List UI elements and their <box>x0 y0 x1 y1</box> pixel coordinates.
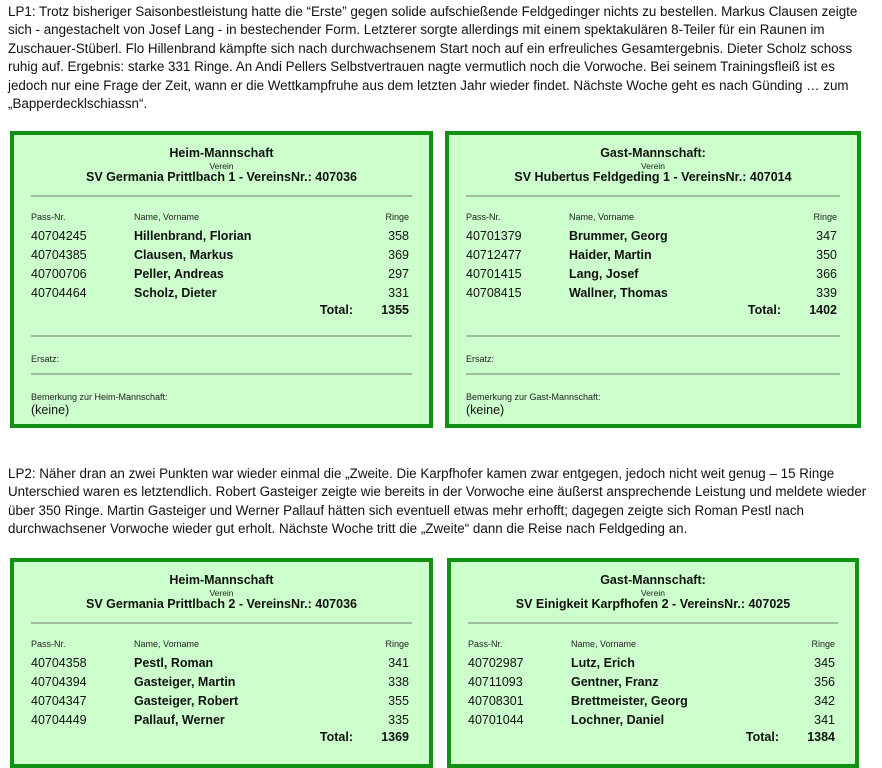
club-name: SV Hubertus Feldgeding 1 - VereinsNr.: 407014 <box>514 170 792 184</box>
col-header-pass: Pass-Nr. <box>31 212 66 222</box>
player-row <box>14 692 429 711</box>
col-header-pass: Pass-Nr. <box>468 639 503 649</box>
player-row <box>14 265 429 284</box>
report-paragraph-lp1: LP1: Trotz bisheriger Saisonbestleistung hatte die “Erste” gegen solide aufschießende Feldgedinger nichts zu bestellen. Markus Clausen zeigte sich - angestachelt von Josef Lang - in bestechender Form. Letzterer sorgte allerdings mit einem spektakulären 8-Teiler für ein Raunen im Zuschauer-Stüberl. Flo Hillenbrand kämpfte sich nach durchwachsenem Start noch auf ein erfreuliches Gesamtergebnis. Dieter Scholz schoss ruhig auf. Ergebnis: starke 331 Ringe. An Andi Pellers Selbstvertrauen nagte vermutlich noch die Vorwoche. Bei seinem Trainingsfleiß ist es jedoch nur eine Frage der Zeit, wann er die Wettkampfruhe aus dem letzten Jahr wieder findet. Nächste Woche geht es nach Günding … zum „Bapperdecklschiassn“. <box>8 4 858 112</box>
pass-number: 40704394 <box>31 675 87 689</box>
col-header-name: Name, Vorname <box>134 212 200 222</box>
col-header-ringe: Ringe <box>811 639 835 649</box>
verein-caption: Verein <box>640 161 666 171</box>
team-title: Gast-Mannschaft: <box>600 146 706 160</box>
player-row <box>14 227 429 246</box>
club-name: SV Germania Prittlbach 1 - VereinsNr.: 407036 <box>86 170 357 184</box>
total-value: 1355 <box>381 303 409 317</box>
player-name: Pallauf, Werner <box>134 713 225 727</box>
pass-number: 40704385 <box>31 248 87 262</box>
player-row <box>451 711 855 730</box>
divider <box>466 195 840 197</box>
player-row <box>449 265 857 284</box>
guest-team-card-2 <box>447 558 859 768</box>
ringe-score: 338 <box>388 675 409 689</box>
divider <box>31 622 412 624</box>
ersatz-label: Ersatz: <box>31 354 60 364</box>
player-name: Lochner, Daniel <box>571 713 665 727</box>
pass-number: 40704449 <box>31 713 87 727</box>
divider <box>31 195 412 197</box>
player-row <box>449 284 857 303</box>
verein-caption: Verein <box>640 588 666 598</box>
ringe-score: 355 <box>388 694 409 708</box>
col-header-pass: Pass-Nr. <box>466 212 501 222</box>
ringe-score: 356 <box>814 675 835 689</box>
ringe-score: 297 <box>388 267 409 281</box>
club-name: SV Germania Prittlbach 2 - VereinsNr.: 407036 <box>86 597 357 611</box>
divider <box>466 373 840 375</box>
ringe-score: 345 <box>814 656 835 670</box>
total-value: 1402 <box>809 303 837 317</box>
ringe-score: 350 <box>816 248 837 262</box>
col-header-ringe: Ringe <box>385 639 409 649</box>
divider <box>31 373 412 375</box>
player-row <box>451 692 855 711</box>
ringe-score: 331 <box>388 286 409 300</box>
player-name: Gentner, Franz <box>571 675 659 689</box>
ringe-score: 342 <box>814 694 835 708</box>
pass-number: 40702987 <box>468 656 524 670</box>
player-name: Peller, Andreas <box>134 267 224 281</box>
remark-label: Bemerkung zur Heim-Mannschaft: <box>31 392 168 402</box>
pass-number: 40711093 <box>468 675 523 689</box>
guest-team-card-1 <box>445 131 861 428</box>
player-name: Brettmeister, Georg <box>571 694 688 708</box>
player-row <box>14 673 429 692</box>
player-name: Scholz, Dieter <box>134 286 217 300</box>
team-title: Heim-Mannschaft <box>169 146 274 160</box>
player-name: Lutz, Erich <box>571 656 635 670</box>
ringe-score: 341 <box>814 713 835 727</box>
remark-label: Bemerkung zur Gast-Mannschaft: <box>466 392 601 402</box>
pass-number: 40701379 <box>466 229 522 243</box>
total-label: Total: <box>745 730 779 744</box>
pass-number: 40712477 <box>466 248 522 262</box>
pass-number: 40704245 <box>31 229 87 243</box>
player-row <box>14 711 429 730</box>
total-value: 1369 <box>381 730 409 744</box>
col-header-name: Name, Vorname <box>569 212 635 222</box>
player-name: Lang, Josef <box>569 267 639 281</box>
pass-number: 40708301 <box>468 694 524 708</box>
home-team-card-2 <box>10 558 433 768</box>
player-row <box>451 654 855 673</box>
col-header-pass: Pass-Nr. <box>31 639 66 649</box>
total-label: Total: <box>319 730 353 744</box>
total-value: 1384 <box>807 730 835 744</box>
report-paragraph-lp2: LP2: Näher dran an zwei Punkten war wieder einmal die „Zweite. Die Karpfhofer kamen zwar entgegen, jedoch nicht weit genug – 15 Ringe Unterschied waren es letztendlich. Robert Gasteiger zeigte wie bereits in der Vorwoche eine äußerst ansprechende Leistung und meldete wieder über 350 Ringe. Martin Gasteiger und Werner Pallauf hätten sich eventuell etwas mehr erhofft; dagegen zeigte sich Roman Pestl nach durchwachsener Vorwoche wieder gut erholt. Nächste Woche tritt die „Zweite“ dann die Reise nach Feldgeding an. <box>8 466 867 537</box>
pass-number: 40701415 <box>466 267 522 281</box>
col-header-ringe: Ringe <box>385 212 409 222</box>
pass-number: 40701044 <box>468 713 524 727</box>
divider <box>468 622 838 624</box>
player-row <box>449 227 857 246</box>
ringe-score: 358 <box>388 229 409 243</box>
player-name: Brummer, Georg <box>569 229 668 243</box>
total-label: Total: <box>747 303 781 317</box>
player-name: Clausen, Markus <box>134 248 234 262</box>
player-row <box>449 246 857 265</box>
player-row <box>14 284 429 303</box>
team-title: Heim-Mannschaft <box>169 573 274 587</box>
ringe-score: 339 <box>816 286 837 300</box>
player-name: Hillenbrand, Florian <box>134 229 252 243</box>
team-title: Gast-Mannschaft: <box>600 573 706 587</box>
verein-caption: Verein <box>209 588 234 598</box>
col-header-ringe: Ringe <box>813 212 837 222</box>
player-name: Gasteiger, Martin <box>134 675 236 689</box>
ringe-score: 347 <box>816 229 837 243</box>
ringe-score: 341 <box>388 656 409 670</box>
verein-caption: Verein <box>209 161 234 171</box>
club-name: SV Einigkeit Karpfhofen 2 - VereinsNr.: 407025 <box>515 597 791 611</box>
home-team-card-1 <box>10 131 433 428</box>
pass-number: 40704464 <box>31 286 87 300</box>
remark-value: (keine) <box>466 403 505 417</box>
player-row <box>451 673 855 692</box>
pass-number: 40700706 <box>31 267 87 281</box>
player-name: Gasteiger, Robert <box>134 694 239 708</box>
player-row <box>14 246 429 265</box>
pass-number: 40704347 <box>31 694 87 708</box>
remark-value: (keine) <box>31 403 70 417</box>
col-header-name: Name, Vorname <box>571 639 637 649</box>
ersatz-label: Ersatz: <box>466 354 495 364</box>
player-row <box>14 654 429 673</box>
player-name: Haider, Martin <box>569 248 652 262</box>
ringe-score: 335 <box>388 713 409 727</box>
player-name: Wallner, Thomas <box>569 286 668 300</box>
pass-number: 40704358 <box>31 656 87 670</box>
divider <box>31 335 412 337</box>
total-label: Total: <box>319 303 353 317</box>
col-header-name: Name, Vorname <box>134 639 200 649</box>
ringe-score: 369 <box>388 248 409 262</box>
pass-number: 40708415 <box>466 286 522 300</box>
divider <box>466 335 840 337</box>
player-name: Pestl, Roman <box>134 656 214 670</box>
ringe-score: 366 <box>816 267 837 281</box>
